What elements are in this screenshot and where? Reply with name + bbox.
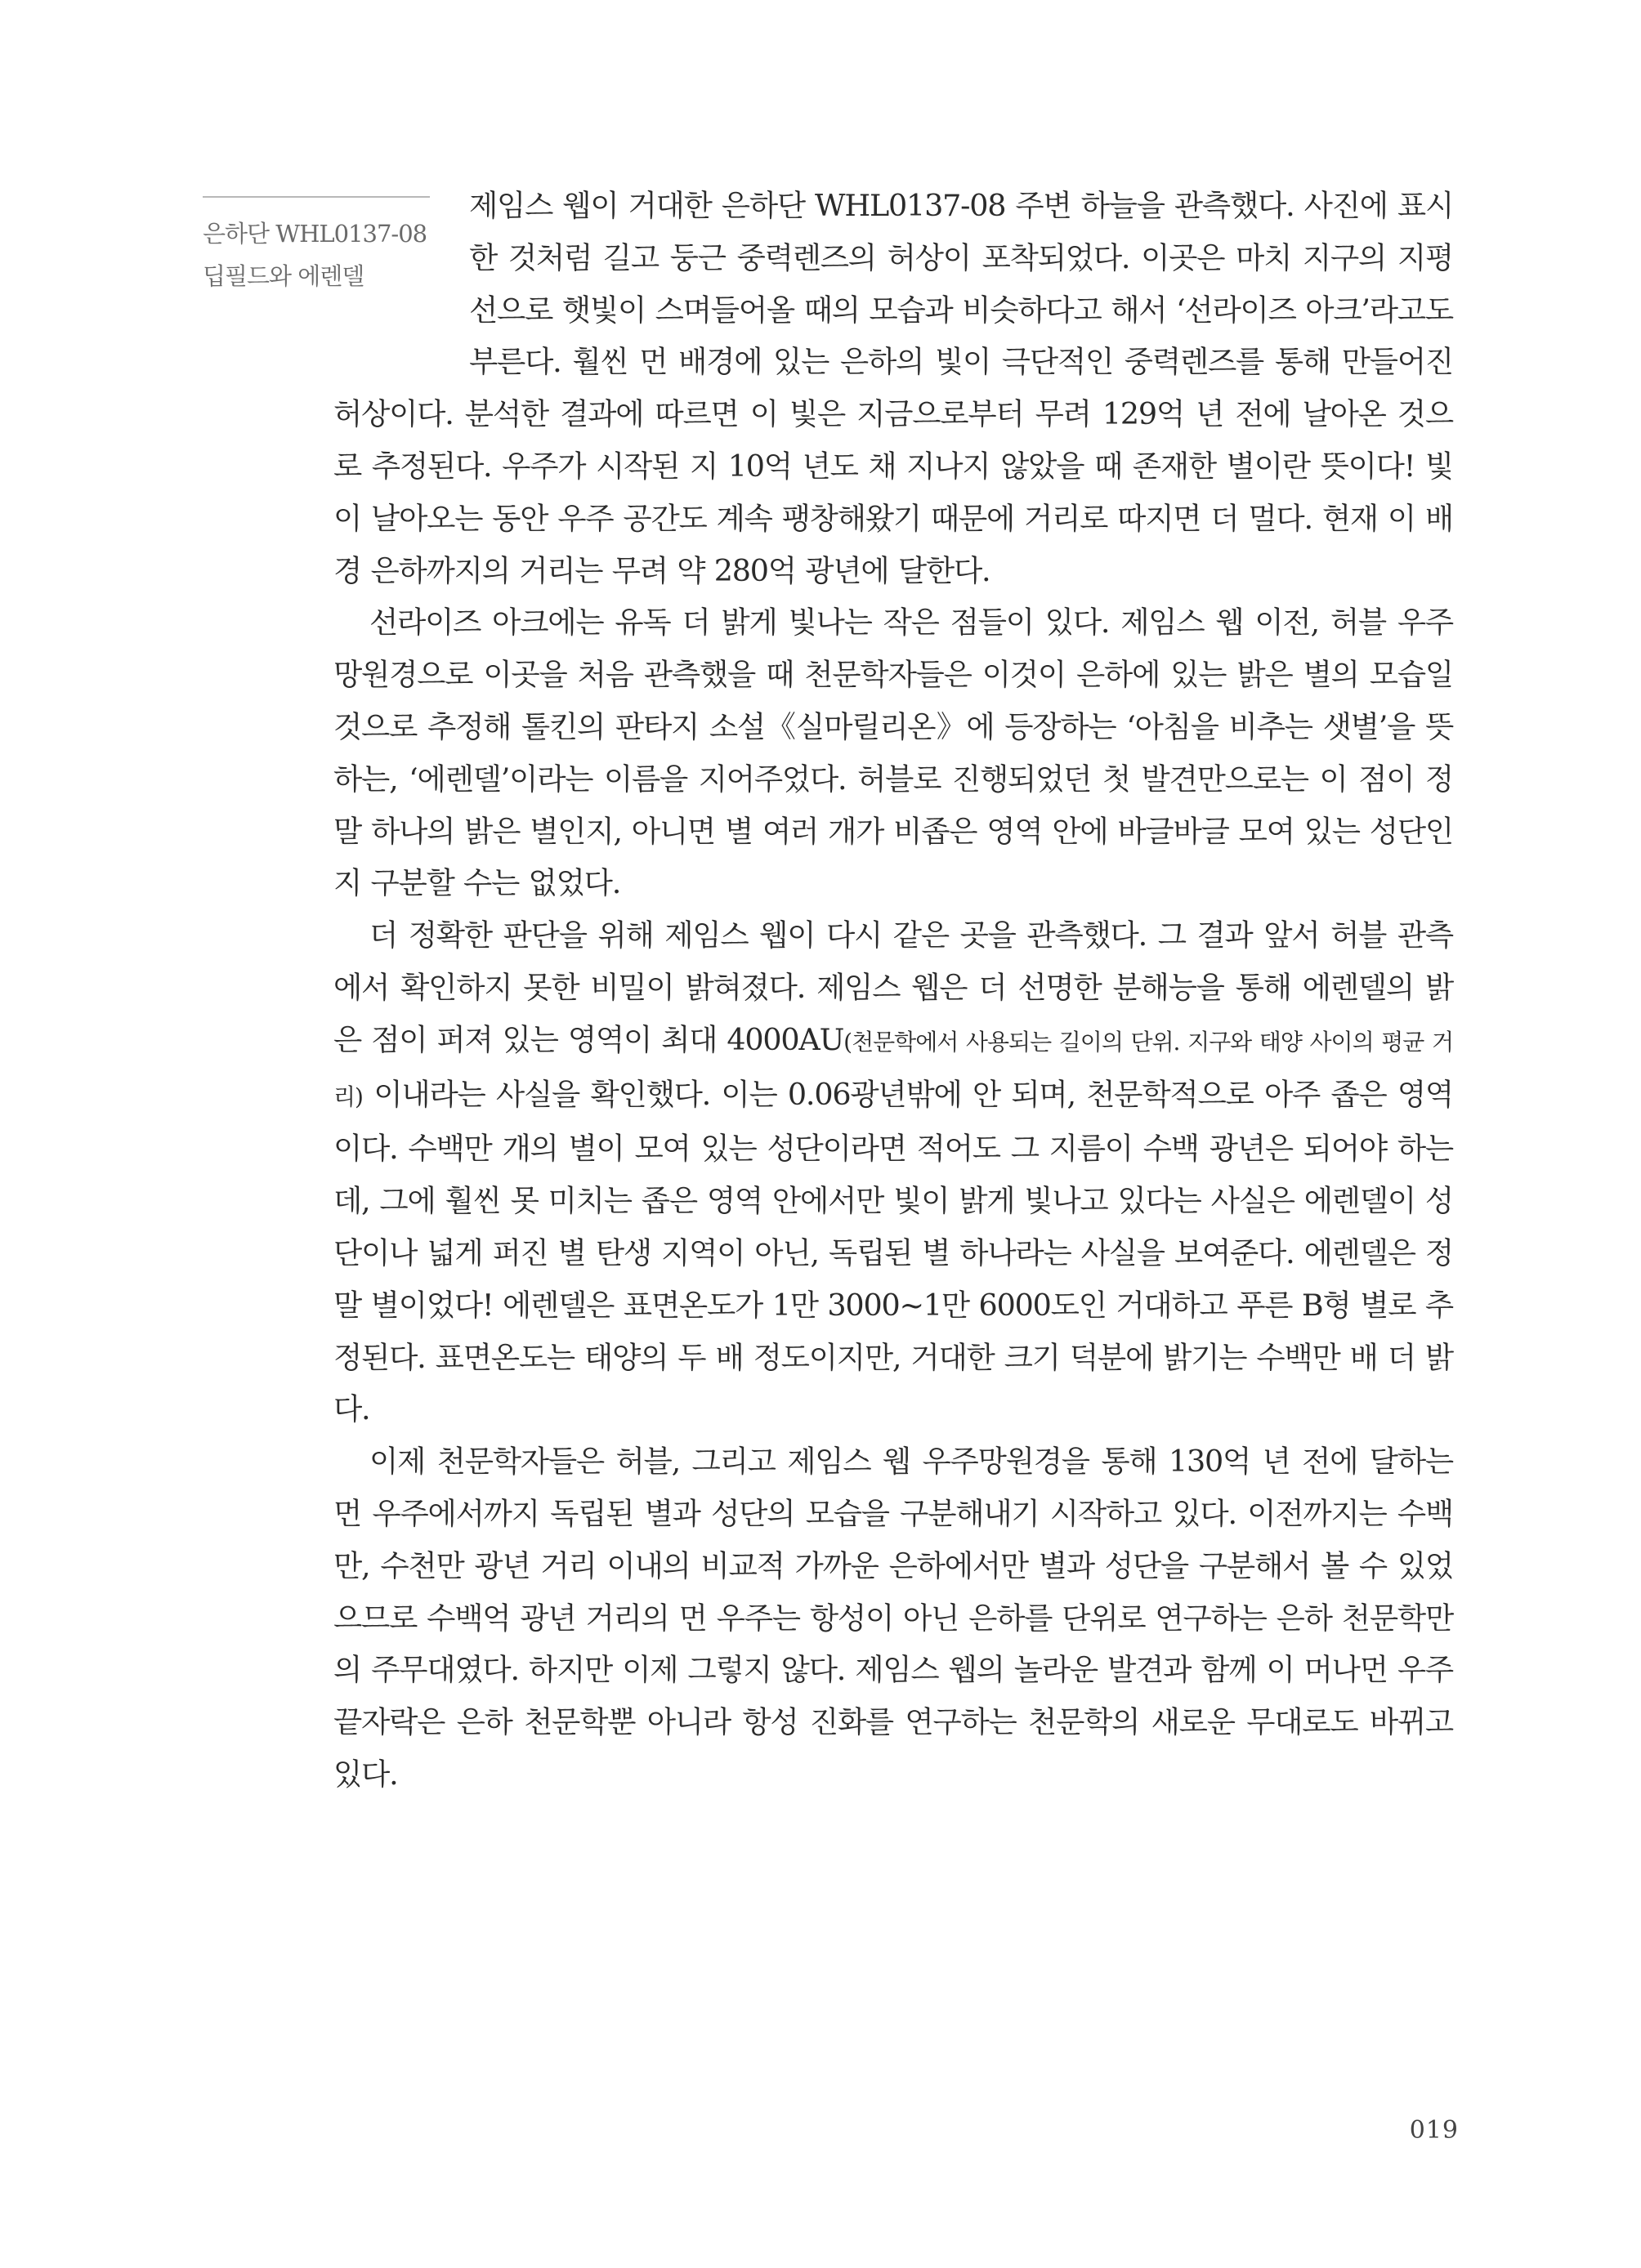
au-definition-note: (천문학에서 사용되는 길이의 단위. 지구와 태양 사이의 평균 거리): [333, 1028, 1454, 1110]
paragraph-3: [333, 909, 1453, 1435]
page-number: 019: [1409, 2116, 1459, 2145]
paragraph-3-part-2: 이내라는 사실을 확인했다. 이는 0.06광년밖에 안 되며, 천문학적으로 아주 좁은 영역이다. 수백만 개의 별이 모여 있는 성단이라면 적어도 그 지름이 수백 광년은 되어야 하는데, 그에 훨씬 못 미치는 좁은 영역 안에서만 빛이 밝게 빛나고 있다는 사실은 에렌델이 성단이나 넓게 퍼진 별 탄생 지역이 아닌, 독립된 별 하나라는 사실을 보여준다. 에렌델은 정말 별이었다! 에렌델은 표면온도가 1만 3000~1만 6000도인 거대하고 푸른 B형 별로 추정된다. 표면온도는 태양의 두 배 정도이지만, 거대한 크기 덕분에 밝기는 수백만 배 더 밝다.: [333, 1076, 1453, 1427]
paragraph-1: 제임스 웹이 거대한 은하단 WHL0137-08 주변 하늘을 관측했다. 사진에 표시한 것처럼 길고 둥근 중력렌즈의 허상이 포착되었다. 이곳은 마치 지구의 지평선으로 햇빛이 스며들어올 때의 모습과 비슷하다고 해서 ‘선라이즈 아크’라고도 부른다. 훨씬 먼 배경에 있는 은하의 빛이 극단적인 중력렌즈를 통해 만들어진 허상이다. 분석한 결과에 따르면 이 빛은 지금으로부터 무려 129억 년 전에 날아온 것으로 추정된다. 우주가 시작된 지 10억 년도 채 지나지 않았을 때 존재한 별이란 뜻이다! 빛이 날아오는 동안 우주 공간도 계속 팽창해왔기 때문에 거리로 따지면 더 멀다. 현재 이 배경 은하까지의 거리는 무려 약 280억 광년에 달한다.: [333, 188, 1453, 588]
caption-line-2: 딥필드와 에렌델: [203, 262, 364, 290]
paragraph-3-part-1: 더 정확한 판단을 위해 제임스 웹이 다시 같은 곳을 관측했다. 그 결과 앞서 허블 관측에서 확인하지 못한 비밀이 밝혀졌다. 제임스 웹은 더 선명한 분해능을 통해 에렌델의 밝은 점이 퍼져 있는 영역이 최대 4000AU: [333, 917, 1453, 1057]
caption-line-1: 은하단 WHL0137-08: [203, 220, 427, 248]
paragraph-2: 선라이즈 아크에는 유독 더 밝게 빛나는 작은 점들이 있다. 제임스 웹 이전, 허블 우주망원경으로 이곳을 처음 관측했을 때 천문학자들은 이것이 은하에 있는 밝은 별의 모습일 것으로 추정해 톨킨의 판타지 소설《실마릴리온》에 등장하는 ‘아침을 비추는 샛별’을 뜻하는, ‘에렌델’이라는 이름을 지어주었다. 허블로 진행되었던 첫 발견만으로는 이 점이 정말 하나의 밝은 별인지, 아니면 별 여러 개가 비좁은 영역 안에 바글바글 모여 있는 성단인지 구분할 수는 없었다.: [333, 605, 1453, 901]
paragraph-4: 이제 천문학자들은 허블, 그리고 제임스 웹 우주망원경을 통해 130억 년 전에 달하는 먼 우주에서까지 독립된 별과 성단의 모습을 구분해내기 시작하고 있다. 이전까지는 수백만, 수천만 광년 거리 이내의 비교적 가까운 은하에서만 별과 성단을 구분해서 볼 수 있었으므로 수백억 광년 거리의 먼 우주는 항성이 아닌 은하를 단위로 연구하는 은하 천문학만의 주무대였다. 하지만 이제 그렇지 않다. 제임스 웹의 놀라운 발견과 함께 이 머나먼 우주 끝자락은 은하 천문학뿐 아니라 항성 진화를 연구하는 천문학의 새로운 무대로도 바뀌고 있다.: [333, 1444, 1453, 1792]
main-body-text: [333, 180, 1453, 1801]
